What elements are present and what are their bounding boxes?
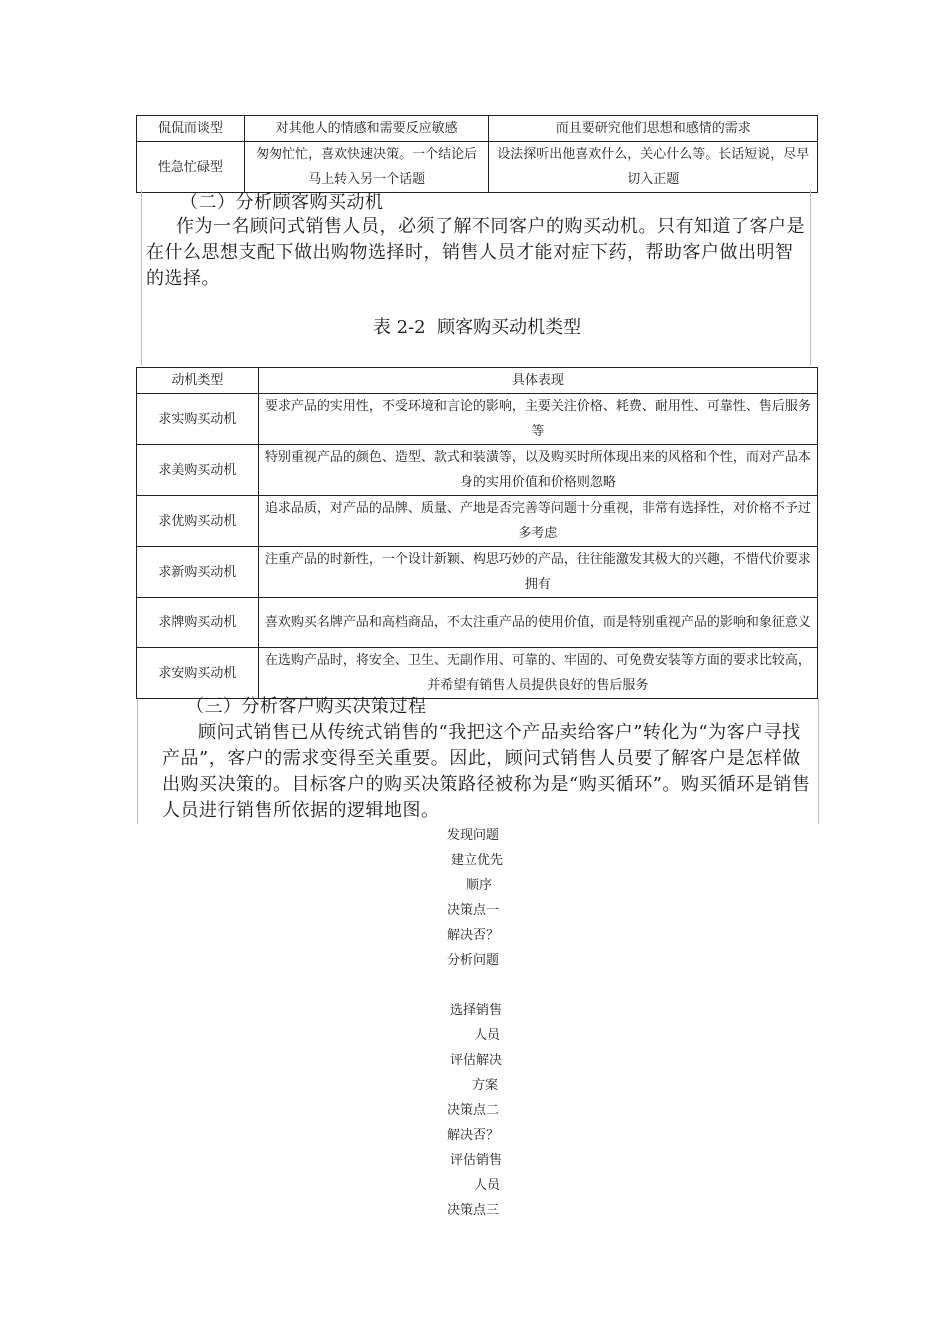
section-paragraph-decision-process: 顾问式销售已从传统式销售的“我把这个产品卖给客户”转化为“为客户寻找产品”，客户的需求变得至关重要。因此，顾问式销售人员要了解客户是怎样做出购买决策的。目标客户的购买决策路径被称为是“购买循环”。购买循环是销售人员进行销售所依据的逻辑地图。 <box>162 722 811 821</box>
purchase-motive-table <box>136 367 818 699</box>
table-caption: 表 2-2 顾客购买动机类型 <box>372 317 582 338</box>
table-row <box>137 394 818 445</box>
flow-label: 选择销售 <box>450 1003 503 1018</box>
table-cell: 特别重视产品的颜色、造型、款式和装潢等，以及购买时所体现出来的风格和个性，而对产品本身的实用价值和价格则忽略 <box>258 445 817 496</box>
table-cell: 喜欢购买名牌产品和高档商品，不太注重产品的使用价值，而是特别重视产品的影响和象征意义 <box>258 598 817 648</box>
table-cell: 求美购买动机 <box>137 445 259 496</box>
table-cell: 性急忙碌型 <box>137 142 245 193</box>
table-row <box>137 496 818 547</box>
table-header-cell: 动机类型 <box>137 368 259 394</box>
flow-label: 解决否？ <box>447 1128 500 1143</box>
flow-label: 决策点三 <box>447 1203 500 1218</box>
table-row <box>137 142 818 193</box>
table-cell: 侃侃而谈型 <box>137 116 245 142</box>
table-header-cell: 具体表现 <box>258 368 817 394</box>
table-cell: 注重产品的时新性，一个设计新颖、构思巧妙的产品，往往能激发其极大的兴趣，不惜代价要求拥有 <box>258 547 817 598</box>
table-cell: 求实购买动机 <box>137 394 259 445</box>
table-row <box>137 116 818 142</box>
section-paragraph-purchase-motives: 作为一名顾问式销售人员，必须了解不同客户的购买动机。只有知道了客户是在什么思想支配下做出购物选择时，销售人员才能对症下药，帮助客户做出明智的选择。 <box>146 216 805 289</box>
table-cell: 追求品质，对产品的品牌、质量、产地是否完善等问题十分重视，非常有选择性，对价格不予过多考虑 <box>258 496 817 547</box>
table-cell: 求新购买动机 <box>137 547 259 598</box>
table-row <box>137 445 818 496</box>
flow-label: 解决否？ <box>447 928 500 943</box>
table-cell: 求优购买动机 <box>137 496 259 547</box>
flow-label: 方案 <box>472 1078 499 1093</box>
flow-label: 顺序 <box>466 878 493 893</box>
table-cell: 匆匆忙忙，喜欢快速决策。一个结论后马上转入另一个话题 <box>244 142 489 193</box>
table-cell: 而且要研究他们思想和感情的需求 <box>489 116 818 142</box>
flow-label: 评估销售 <box>450 1153 503 1168</box>
table-header-row <box>137 368 818 394</box>
table-cell: 对其他人的情感和需要反应敏感 <box>244 116 489 142</box>
table-cell: 设法探听出他喜欢什么，关心什么等。长话短说，尽早切入正题 <box>489 142 818 193</box>
table-row <box>137 648 818 699</box>
table-cell: 要求产品的实用性，不受环境和言论的影响，主要关注价格、耗费、耐用性、可靠性、售后服务等 <box>258 394 817 445</box>
flow-label: 建立优先 <box>451 853 504 868</box>
section-heading-decision-process: （三）分析客户购买决策过程 <box>186 696 427 717</box>
flow-label: 分析问题 <box>447 953 500 968</box>
table-cell: 求牌购买动机 <box>137 598 259 648</box>
flow-label: 决策点二 <box>447 1103 500 1118</box>
table-row <box>137 598 818 648</box>
flow-label: 人员 <box>474 1178 501 1193</box>
buyer-personality-table <box>136 115 818 193</box>
flow-label: 人员 <box>474 1028 501 1043</box>
flow-label: 发现问题 <box>447 828 500 843</box>
table-cell: 求安购买动机 <box>137 648 259 699</box>
section-heading-purchase-motives: （二）分析顾客购买动机 <box>180 192 384 213</box>
flow-label: 决策点一 <box>447 903 500 918</box>
table-row <box>137 547 818 598</box>
flow-label: 评估解决 <box>450 1053 503 1068</box>
table-cell: 在选购产品时，将安全、卫生、无副作用、可靠的、牢固的、可免费安装等方面的要求比较高，并希望有销售人员提供良好的售后服务 <box>258 648 817 699</box>
